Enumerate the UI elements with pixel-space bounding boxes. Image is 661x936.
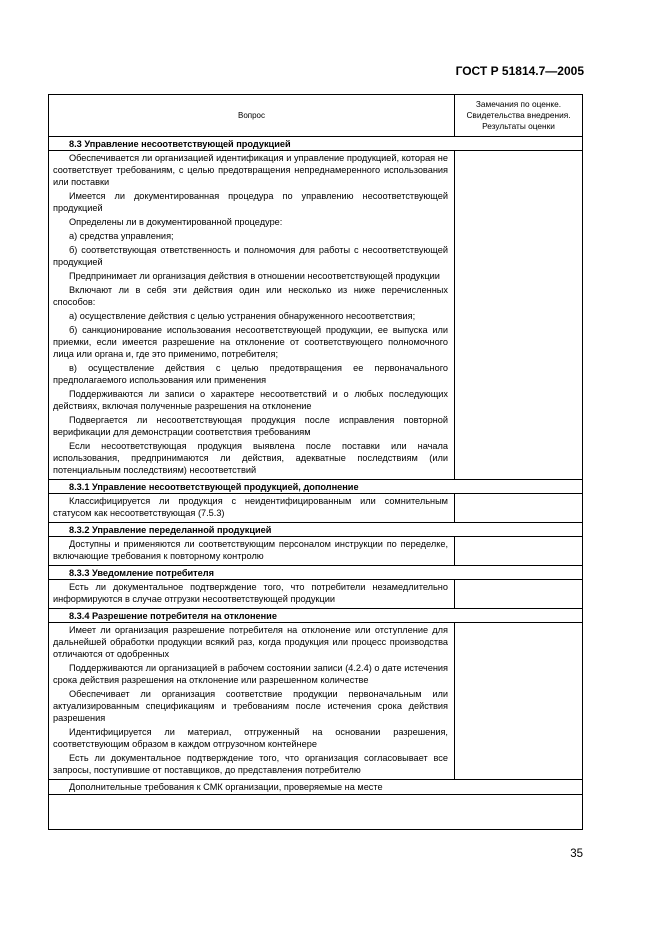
question-text: Включают ли в себя эти действия один или несколько из ниже перечисленных способов: (53, 285, 448, 307)
question-text: Доступны и применяются ли соответствующим персоналом инструкции по переделке, включающие требования к повторному контролю (53, 539, 448, 561)
section-title: 8.3.1 Управление несоответствующей продукцией, дополнение (49, 480, 583, 494)
question-text: б) санкционирование использования несоответствующей продукции, ее выпуска или приемки, если имеется разрешение на отклонение от соответствующего полномочного лица или органа и, где это применимо, потребителя; (53, 325, 448, 359)
question-cell (49, 580, 455, 609)
question-row (49, 623, 583, 780)
final-row-text: Дополнительные требования к СМК организации, проверяемые на месте (69, 782, 383, 792)
question-row (49, 494, 583, 523)
section-row (49, 137, 583, 151)
question-text: а) средства управления; (69, 231, 174, 241)
table-header-row (49, 95, 583, 137)
final-row (49, 780, 583, 795)
section-row (49, 609, 583, 623)
notes-cell (455, 151, 583, 480)
question-text: Обеспечивается ли организацией идентификация и управление продукцией, которая не соответствует требованиям, с целью предотвращения непреднамеренного использования или поставки (53, 153, 448, 187)
question-text: в) осуществление действия с целью предотвращения ее первоначального предполагаемого использования или применения (53, 363, 448, 385)
question-text: Классифицируется ли продукция с неидентифицированным или сомнительным статусом как несоответствующая (7.5.3) (53, 496, 448, 518)
table-body (49, 137, 583, 830)
question-text: Если несоответствующая продукция выявлена после поставки или начала использования, предпринимаются ли действия, адекватные последствиям (или потенциальным последствиям) несоответствий (53, 441, 448, 475)
question-text: Есть ли документальное подтверждение того, что организация согласовывает все запросы, поступившие от поставщиков, до представления потребителю (53, 753, 448, 775)
notes-cell (455, 580, 583, 609)
question-text: Имеет ли организация разрешение потребителя на отклонение или отступление для дальнейшей обработки продукции всякий раз, когда продукция или процесс производства отличаются от одобренных (53, 625, 448, 659)
question-row (49, 580, 583, 609)
question-row (49, 537, 583, 566)
question-text: Обеспечивает ли организация соответствие продукции первоначальным или актуализированным спецификациям и требованиям после истечения срока действия разрешения (53, 689, 448, 723)
blank-cell (49, 795, 583, 830)
notes-cell (455, 623, 583, 780)
section-row (49, 523, 583, 537)
question-text: Поддерживаются ли организацией в рабочем состоянии записи (4.2.4) о дате истечения срока действия разрешения на отклонение или разрешенном количестве (53, 663, 448, 685)
section-title: 8.3 Управление несоответствующей продукцией (49, 137, 583, 151)
section-title: 8.3.3 Уведомление потребителя (49, 566, 583, 580)
question-cell (49, 151, 455, 480)
question-text: Определены ли в документированной процедуре: (69, 217, 283, 227)
question-text: Поддерживаются ли записи о характере несоответствий и о любых последующих действиях, включая полученные разрешения на отклонение (53, 389, 448, 411)
question-cell (49, 623, 455, 780)
notes-cell (455, 537, 583, 566)
question-text: б) соответствующая ответственность и полномочия для работы с несоответствующей продукцией (53, 245, 448, 267)
column-header-notes: Замечания по оценке. Свидетельства внедрения. Результаты оценки (455, 95, 583, 137)
section-row (49, 480, 583, 494)
section-title: 8.3.2 Управление переделанной продукцией (49, 523, 583, 537)
question-text: а) осуществление действия с целью устранения обнаруженного несоответствия; (69, 311, 416, 321)
question-cell (49, 537, 455, 566)
document-id: ГОСТ Р 51814.7—2005 (455, 64, 584, 78)
question-text: Имеется ли документированная процедура по управлению несоответствующей продукцией (53, 191, 448, 213)
question-text: Подвергается ли несоответствующая продукция после исправления повторной верификации для демонстрации соответствия требованиям (53, 415, 448, 437)
question-text: Предпринимает ли организация действия в отношении несоответствующей продукции (69, 271, 440, 281)
question-row (49, 151, 583, 480)
checklist-table (48, 94, 583, 830)
section-row (49, 566, 583, 580)
final-row-cell (49, 780, 583, 795)
page-number: 35 (570, 848, 583, 860)
blank-row (49, 795, 583, 830)
question-text: Идентифицируется ли материал, отгруженный на основании разрешения, соответствующим образом в каждом отгрузочном контейнере (53, 727, 448, 749)
column-header-question: Вопрос (49, 95, 455, 137)
section-title: 8.3.4 Разрешение потребителя на отклонение (49, 609, 583, 623)
question-cell (49, 494, 455, 523)
question-text: Есть ли документальное подтверждение того, что потребители незамедлительно информируются в случае отгрузки несоответствующей продукции (53, 582, 448, 604)
notes-cell (455, 494, 583, 523)
